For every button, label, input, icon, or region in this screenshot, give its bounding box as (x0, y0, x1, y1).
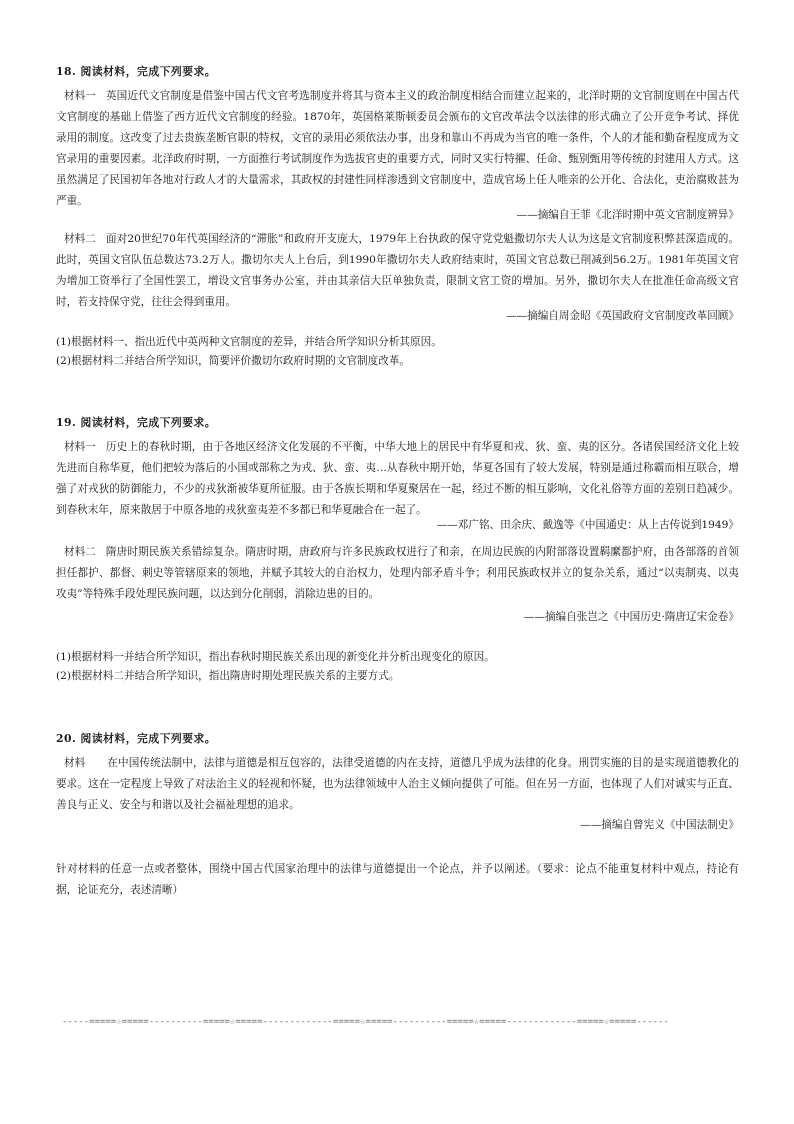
q18-material-1-label: 材料一 (64, 90, 96, 102)
footer-separator: -----=====☆=====----------=====☆=====-------------=====☆=====----------=====☆=====-------------=====☆=====------ (62, 1017, 669, 1027)
q19-material-2-label: 材料二 (64, 546, 96, 558)
q19-requirement-2: (2)根据材料二并结合所学知识，指出隋唐时期处理民族关系的主要方式。 (56, 670, 400, 682)
q18-material-1-source: ——摘编自王菲《北洋时期中英文官制度辨异》 (516, 209, 739, 221)
q18-material-2-text: 面对20世纪70年代英国经济的“滞胀”和政府开支庞大，1979年上台执政的保守党党魁撒切尔夫人认为这是文官制度积弊甚深造成的。此时，英国文官队伍总数达73.2万人。撒切尔夫人上台后，到1990年撒切尔夫人政府结束时，英国文官总数已削减到56.2万。1981年英国文官为增加工资举行了全国性罢工，增设文官事务办公室，并由其亲信大臣单独负责，限制文官工资的增加。另外，撒切尔夫人在批准任命高级文官时，若支持保守党，往往会得到重用。 (56, 233, 739, 308)
q18-material-2-label: 材料二 (64, 233, 96, 245)
q18-requirement-1: (1)根据材料一、指出近代中英两种文官制度的差异，并结合所学知识分析其原因。 (56, 336, 442, 348)
q18-requirement-2: (2)根据材料二并结合所学知识，简要评价撒切尔政府时期的文官制度改革。 (56, 355, 411, 367)
q20-material (56, 753, 739, 816)
q19-material-1-source: ——邓广铭、田余庆、戴逸等《中国通史：从上古传说到1949》 (436, 519, 739, 531)
q19-material-1-label: 材料一 (64, 441, 96, 453)
question-19-title: 19. 阅读材料，完成下列要求。 (56, 416, 217, 429)
q20-material-label: 材料 (64, 757, 86, 769)
q18-material-1-text: 英国近代文官制度是借鉴中国古代文官考选制度并将其与资本主义的政治制度相结合而建立起来的，北洋时期的文官制度则在中国古代文官制度的基础上借鉴了西方近代文官制度的经验。1870年，英国格莱斯顿委员会颁布的文官改革法令以法律的形式确立了公开竞争考试、择优录用的制度。这改变了过去贵族垄断官职的特权，文官的录用必须依法办事，出身和靠山不再成为当官的唯一条件，个人的才能和勤奋程度成为文官录用的重要因素。北洋政府时期，一方面推行考试制度作为选拔官吏的重要方式，同时又实行特擢、任命、甄别甄用等传统的封建用人方式。这虽然满足了民国初年各地对行政人才的大量需求，其政权的封建性同样渗透到文官制度中，造成官场上任人唯亲的公开化、合法化，吏治腐败甚为严重。 (56, 90, 739, 207)
q19-requirement-1: (1)根据材料一并结合所学知识，指出春秋时期民族关系出现的新变化并分析出现变化的原因。 (56, 651, 495, 663)
q18-material-2-source: ——摘编自周金昭《英国政府文官制度改革回顾》 (505, 310, 739, 322)
q18-requirements (56, 333, 739, 371)
question-18-title: 18. 阅读材料，完成下列要求。 (56, 65, 217, 78)
q18-material-1 (56, 86, 739, 212)
q19-requirements (56, 648, 739, 686)
q18-material-2 (56, 229, 739, 313)
q19-material-2-text: 隋唐时期民族关系错综复杂。隋唐时期，唐政府与许多民族政权进行了和亲，在周边民族的内附部落设置羁縻都护府，由各部落的首领担任都护、都督、刺史等管辖原来的领地，并赋予其较大的自治权力，处理内部矛盾斗争；利用民族政权并立的复杂关系，通过“以夷制夷、以夷攻夷”等特殊手段处理民族问题，以达到分化削弱，消除边患的目的。 (56, 546, 739, 600)
q20-task: 针对材料的任意一点或者整体，围绕中国古代国家治理中的法律与道德提出一个论点，并予以阐述。（要求：论点不能重复材料中观点，持论有据，论证充分，表述清晰） (56, 863, 739, 896)
q20-material-source: ——摘编自曾宪义《中国法制史》 (580, 819, 739, 831)
q19-material-2 (56, 542, 739, 605)
q19-material-1 (56, 437, 739, 521)
q19-material-1-text: 历史上的春秋时期，由于各地区经济文化发展的不平衡，中华大地上的居民中有华夏和戎、狄、蛮、夷的区分。各诸侯国经济文化上较先进而自称华夏，他们把较为落后的小国或部称之为戎、狄、蛮、夷…从春秋中期开始，华夏各国有了较大发展，特别是通过称霸而相互联合，增强了对戎狄的防御能力，不少的戎狄渐被华夏所征服。由于各族长期和华夏聚居在一起，经过不断的相互影响，文化礼俗等方面的差别日趋减少。到春秋末年，原来散居于中原各地的戎狄蛮夷差不多都已和华夏融合在一起了。 (56, 441, 739, 516)
q20-material-text: 在中国传统法制中，法律与道德是相互包容的，法律受道德的内在支持，道德几乎成为法律的化身。刑罚实施的目的是实现道德教化的要求。这在一定程度上导致了对法治主义的轻视和怀疑，也为法律领域中人治主义倾向提供了可能。但在另一方面，也体现了人们对诚实与正直、善良与正义、安全与和谐以及社会福祉理想的追求。 (56, 757, 739, 811)
question-20-title: 20. 阅读材料，完成下列要求。 (56, 732, 217, 745)
q19-material-2-source: ——摘编自张岂之《中国历史·隋唐辽宋金卷》 (523, 611, 739, 623)
